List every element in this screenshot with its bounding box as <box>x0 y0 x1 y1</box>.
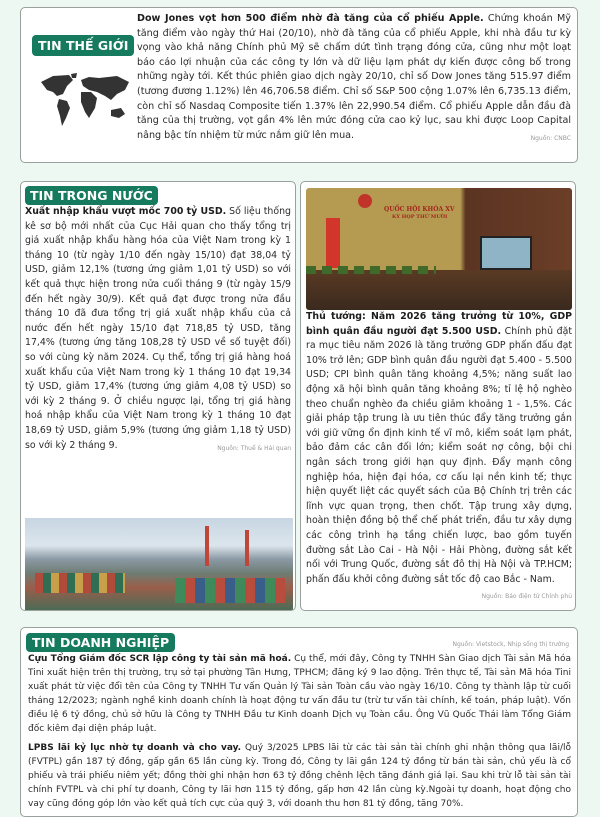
article-body: Quý 3/2025 LPBS lãi từ các tài sản tài chính ghi nhận thông qua lãi/lỗ (FVTPL) gần 187 tỷ đồng, gấp gần 65 lần cùng kỳ. Trong đó, Công ty lãi gần 124 tỷ đồng từ bán tài sản, chủ yếu là cổ phiếu và trái phiếu niêm yết; đồng thời ghi nhận hơn 63 tỷ đồng chênh lệch tăng đánh giá lại. Sau khi trừ lỗ tài sản tài chính FVTPL và chi phí tự doanh, Công ty lãi hơn 115 tỷ đồng, gấp hơn 42 lần cùng kỳ.Ngoài tự doanh, hoạt động cho vay cũng đóng góp lớn vào kết quả tích cực của quý 3, với doanh thu hơn 81 tỷ đồng, tăng 70%. <box>28 743 571 809</box>
article-body: Chính phủ đặt ra mục tiêu năm 2026 là tăng trưởng GDP phấn đấu đạt 10% trở lên; GDP bình quân đầu người đạt 5.400 - 5.500 USD; CPI bình quân tăng khoảng 4,5%; năng suất lao động xã hội bình quân tăng khoảng 8%; tỉ lệ hộ nghèo theo chuẩn nghèo đa chiều giảm khoảng 1 - 1,5%. Các giải pháp tập trung là ưu tiên thúc đẩy tăng trưởng gắn với giữ vững ổn định kinh tế vĩ mô, kiểm soát lạm phát, bảo đảm các cân đối lớn; kiểm soát nợ công, bội chi ngân sách trong giới hạn quy định. Đẩy mạnh công nghiệp hóa, hiện đại hóa, cơ cấu lại nền kinh tế; thực hiện quyết liệt các quyết sách của Bộ Chính trị trên các lĩnh vực quan trọng, then chốt. Tập trung xây dựng, hoàn thiện đồng bộ thể chế phát triển, đầu tư xây dựng các công trình hạ tầng chiến lược, bao gồm tuyến đường sắt Lào Cai - Hà Nội - Hải Phòng, đường sắt kết nối với Trung Quốc, đường sắt đô thị Hà Nội và TP.HCM; phấn đấu khởi công đường sắt tốc độ cao Bắc - Nam. <box>306 325 573 585</box>
government-news-section <box>300 181 576 611</box>
article-headline: Dow Jones vọt hơn 500 điểm nhờ đà tăng của cổ phiếu Apple. <box>137 13 484 24</box>
article-headline: Cựu Tổng Giám đốc SCR lập công ty tài sản mã hoá. <box>28 654 292 664</box>
government-news-article <box>306 310 572 605</box>
container-port-image <box>25 518 293 610</box>
business-article <box>28 652 571 736</box>
business-article <box>28 741 571 811</box>
national-assembly-image <box>306 188 572 310</box>
domestic-news-tag: TIN TRONG NƯỚC <box>25 186 158 205</box>
article-headline: Xuất nhập khẩu vượt mốc 700 tỷ USD. <box>25 206 227 217</box>
assembly-banner: QUỐC HỘI KHÓA XV <box>384 206 455 213</box>
world-news-tag: TIN THẾ GIỚI <box>32 35 134 56</box>
domestic-news-article <box>25 205 291 453</box>
business-news-section <box>20 627 578 817</box>
assembly-banner-session: KỲ HỌP THỨ MƯỜI <box>392 214 448 220</box>
article-body: Số liệu thống kê sơ bộ mới nhất của Cục Hải quan cho thấy tổng trị giá xuất nhập khẩu hàng hóa của Việt Nam trong kỳ 1 tháng 10 (từ ngày 1/10 đến ngày 15/10) đạt 38,04 tỷ USD, giảm 12,1% (tương ứng giảm 1,01 tỷ USD) so với kết quả thực hiện trong nửa cuối tháng 9 (từ ngày 15/9 đến hết ngày 30/9). Kết quả đạt được trong nửa đầu tháng 10 đã đưa tổng trị giá xuất nhập khẩu của cả nước đến hết ngày 15/10 đạt 718,85 tỷ USD, tăng 17,4% (tương ứng tăng 108,28 tỷ USD về số tuyệt đối) so với cùng kỳ năm 2024. Cụ thể, tổng trị giá hàng hoá xuất khẩu của Việt Nam trong kỳ 1 tháng 10 đạt 19,34 tỷ USD, giảm 17,4% (tương ứng giảm 4,08 tỷ USD) so với kỳ 2 tháng 9. Ở chiều ngược lại, tổng trị giá hàng hoá nhập khẩu của Việt Nam trong kỳ 1 tháng 10 đạt 18,69 tỷ USD, giảm 5,9% (tương ứng giảm 1,18 tỷ USD) so với kỳ 2 tháng 9. <box>25 206 291 451</box>
article-body: Cụ thể, mới đây, Công ty TNHH Sàn Giao dịch Tài sản Mã hóa Tini xuất hiện trên thị trường, trụ sở tại phường Tân Hưng, TPHCM; đăng ký 9 lao động. Trên thực tế, Tài sản Mã hóa Tini xuất phát từ việc đổi tên của Công ty TNHH Tư vấn Quản lý Tài sản Toàn cầu vào ngày 16/10. Công ty thành lập từ cuối tháng 12/2023; ngành nghề kinh doanh chính là hoạt động tư vấn đầu tư (trừ tư vấn tài chính, kế toán, pháp luật). Vốn điều lệ 6 tỷ đồng, chủ sở hữu là Công ty TNHH Đầu tư Kinh doanh Dịch vụ Toàn cầu. Ông Vũ Quốc Thái làm Tổng Giám đốc kiêm đại diện pháp luật. <box>28 654 571 734</box>
article-body: Chứng khoán Mỹ tăng điểm vào ngày thứ Hai (20/10), nhờ đà tăng của cổ phiếu Apple, khi nhà đầu tư kỳ vọng vào khả năng Chính phủ Mỹ sẽ chấm dứt tình trạng đóng cửa, cũng như một loạt báo cáo lợi nhuận của các công ty lớn và dữ liệu lạm phát dự kiến được công bố trong những ngày tới. Kết thúc phiên giao dịch ngày 20/10, chỉ số Dow Jones tăng 515.97 điểm (tương đương 1.12%) lên 46,706.58 điểm. Chỉ số S&P 500 cộng 1.07% lên 6,735.13 điểm, còn chỉ số Nasdaq Composite tiến 1.37% lên 22,990.54 điểm. Cổ phiếu Apple dẫn đầu đà tăng của thị trường, vọt gần 4% lên mức đóng cửa cao kỷ lục, sau khi được Loop Capital nâng bậc tín nhiệm từ mức nắm giữ lên mua. <box>137 13 571 141</box>
article-source: Nguồn: Báo điện tử Chính phủ <box>481 593 572 601</box>
world-map-icon <box>39 72 131 130</box>
article-source: Nguồn: CNBC <box>530 134 571 142</box>
article-source: Nguồn: Thuế & Hải quan <box>217 444 291 452</box>
business-source: Nguồn: Vietstock, Nhịp sống thị trường <box>452 641 569 648</box>
domestic-news-section <box>20 181 296 611</box>
article-headline: Thủ tướng: Năm 2026 tăng trưởng từ 10%, GDP bình quân đầu người đạt 5.500 USD. <box>306 311 572 337</box>
world-news-article <box>137 12 571 146</box>
business-news-tag: TIN DOANH NGHIỆP <box>26 633 175 652</box>
world-news-section <box>20 7 578 163</box>
article-headline: LPBS lãi kỷ lục nhờ tự doanh và cho vay. <box>28 743 242 753</box>
